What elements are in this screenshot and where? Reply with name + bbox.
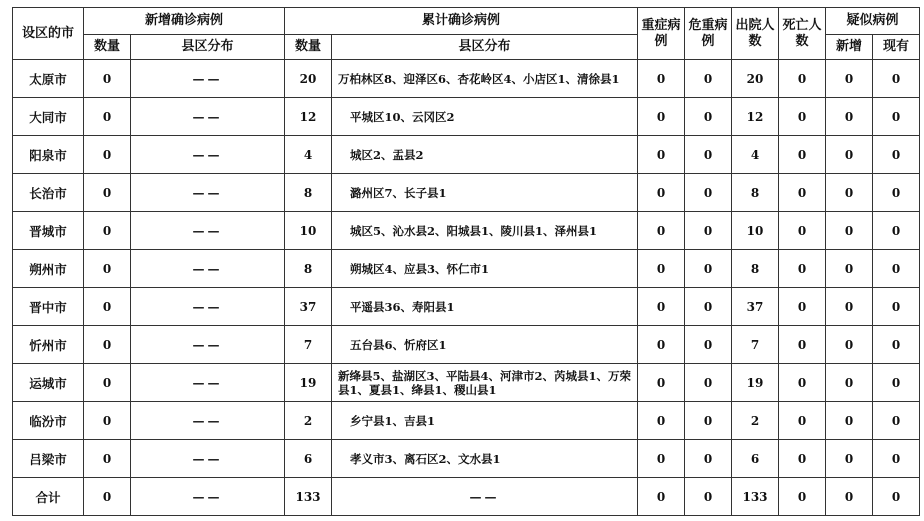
total-sus-current-cell: 0 <box>873 478 920 516</box>
discharged-cell: 4 <box>732 136 779 174</box>
city-cell: 吕梁市 <box>13 440 84 478</box>
cum-count-cell: 6 <box>285 440 332 478</box>
sus-current-cell: 0 <box>873 174 920 212</box>
cum-dist-cell: 城区5、沁水县2、阳城县1、陵川县1、泽州县1 <box>332 212 638 250</box>
severe-cell: 0 <box>638 136 685 174</box>
cum-dist-cell: 平遥县36、寿阳县1 <box>332 288 638 326</box>
new-count-cell: 0 <box>84 326 131 364</box>
city-cell: 运城市 <box>13 364 84 402</box>
new-count-cell: 0 <box>84 440 131 478</box>
header-discharged: 出院人数 <box>732 8 779 60</box>
cum-dist-cell: 五台县6、忻府区1 <box>332 326 638 364</box>
total-cum-dist-cell: —— <box>332 478 638 516</box>
severe-cell: 0 <box>638 402 685 440</box>
city-cell: 长治市 <box>13 174 84 212</box>
cum-dist-cell: 城区2、盂县2 <box>332 136 638 174</box>
cum-count-cell: 19 <box>285 364 332 402</box>
sus-current-cell: 0 <box>873 326 920 364</box>
header-sus-current: 现有 <box>873 35 920 60</box>
header-new-dist: 县区分布 <box>131 35 285 60</box>
discharged-cell: 6 <box>732 440 779 478</box>
discharged-cell: 10 <box>732 212 779 250</box>
header-suspected: 疑似病例 <box>826 8 920 35</box>
new-dist-cell: —— <box>131 326 285 364</box>
sus-new-cell: 0 <box>826 212 873 250</box>
new-count-cell: 0 <box>84 288 131 326</box>
total-severe-cell: 0 <box>638 478 685 516</box>
cum-dist-cell: 新绛县5、盐湖区3、平陆县4、河津市2、芮城县1、万荣县1、夏县1、绛县1、稷山县1 <box>332 364 638 402</box>
discharged-cell: 2 <box>732 402 779 440</box>
deaths-cell: 0 <box>779 326 826 364</box>
deaths-cell: 0 <box>779 364 826 402</box>
city-cell: 临汾市 <box>13 402 84 440</box>
new-dist-cell: —— <box>131 60 285 98</box>
cum-dist-cell: 万柏林区8、迎泽区6、杏花岭区4、小店区1、清徐县1 <box>332 60 638 98</box>
new-dist-cell: —— <box>131 440 285 478</box>
severe-cell: 0 <box>638 288 685 326</box>
sus-new-cell: 0 <box>826 60 873 98</box>
discharged-cell: 20 <box>732 60 779 98</box>
deaths-cell: 0 <box>779 136 826 174</box>
sus-new-cell: 0 <box>826 250 873 288</box>
new-count-cell: 0 <box>84 98 131 136</box>
sus-new-cell: 0 <box>826 98 873 136</box>
critical-cell: 0 <box>685 440 732 478</box>
deaths-cell: 0 <box>779 174 826 212</box>
new-dist-cell: —— <box>131 364 285 402</box>
covid-cases-table <box>12 7 920 516</box>
critical-cell: 0 <box>685 60 732 98</box>
header-new-count: 数量 <box>84 35 131 60</box>
header-cum-dist: 县区分布 <box>332 35 638 60</box>
new-count-cell: 0 <box>84 364 131 402</box>
cum-dist-cell: 潞州区7、长子县1 <box>332 174 638 212</box>
cum-count-cell: 20 <box>285 60 332 98</box>
new-dist-cell: —— <box>131 212 285 250</box>
table-row <box>13 364 920 402</box>
cum-dist-cell: 孝义市3、离石区2、文水县1 <box>332 440 638 478</box>
new-count-cell: 0 <box>84 60 131 98</box>
critical-cell: 0 <box>685 98 732 136</box>
severe-cell: 0 <box>638 440 685 478</box>
critical-cell: 0 <box>685 402 732 440</box>
city-cell: 阳泉市 <box>13 136 84 174</box>
table-row <box>13 212 920 250</box>
table-row <box>13 174 920 212</box>
sus-current-cell: 0 <box>873 136 920 174</box>
table-row <box>13 440 920 478</box>
severe-cell: 0 <box>638 212 685 250</box>
city-cell: 忻州市 <box>13 326 84 364</box>
new-dist-cell: —— <box>131 174 285 212</box>
new-count-cell: 0 <box>84 250 131 288</box>
sus-current-cell: 0 <box>873 212 920 250</box>
sus-new-cell: 0 <box>826 174 873 212</box>
header-row-1 <box>13 8 920 35</box>
sus-new-cell: 0 <box>826 440 873 478</box>
new-count-cell: 0 <box>84 212 131 250</box>
table-row <box>13 288 920 326</box>
header-sus-new: 新增 <box>826 35 873 60</box>
total-critical-cell: 0 <box>685 478 732 516</box>
header-new-confirmed: 新增确诊病例 <box>84 8 285 35</box>
new-dist-cell: —— <box>131 136 285 174</box>
new-count-cell: 0 <box>84 402 131 440</box>
sus-current-cell: 0 <box>873 98 920 136</box>
critical-cell: 0 <box>685 136 732 174</box>
total-new-count-cell: 0 <box>84 478 131 516</box>
critical-cell: 0 <box>685 364 732 402</box>
total-cum-count-cell: 133 <box>285 478 332 516</box>
critical-cell: 0 <box>685 250 732 288</box>
discharged-cell: 7 <box>732 326 779 364</box>
severe-cell: 0 <box>638 98 685 136</box>
header-cum-confirmed: 累计确诊病例 <box>285 8 638 35</box>
deaths-cell: 0 <box>779 98 826 136</box>
discharged-cell: 37 <box>732 288 779 326</box>
severe-cell: 0 <box>638 60 685 98</box>
discharged-cell: 19 <box>732 364 779 402</box>
new-dist-cell: —— <box>131 288 285 326</box>
cum-count-cell: 8 <box>285 250 332 288</box>
severe-cell: 0 <box>638 250 685 288</box>
severe-cell: 0 <box>638 364 685 402</box>
cum-count-cell: 10 <box>285 212 332 250</box>
sus-new-cell: 0 <box>826 364 873 402</box>
table-row <box>13 402 920 440</box>
sus-new-cell: 0 <box>826 136 873 174</box>
city-cell: 晋城市 <box>13 212 84 250</box>
total-deaths-cell: 0 <box>779 478 826 516</box>
cum-dist-cell: 平城区10、云冈区2 <box>332 98 638 136</box>
cum-count-cell: 2 <box>285 402 332 440</box>
severe-cell: 0 <box>638 326 685 364</box>
discharged-cell: 8 <box>732 174 779 212</box>
sus-current-cell: 0 <box>873 402 920 440</box>
table-row <box>13 98 920 136</box>
severe-cell: 0 <box>638 174 685 212</box>
sus-new-cell: 0 <box>826 402 873 440</box>
critical-cell: 0 <box>685 326 732 364</box>
cum-count-cell: 8 <box>285 174 332 212</box>
cum-count-cell: 12 <box>285 98 332 136</box>
sus-new-cell: 0 <box>826 326 873 364</box>
table-row <box>13 250 920 288</box>
city-cell: 朔州市 <box>13 250 84 288</box>
critical-cell: 0 <box>685 288 732 326</box>
total-row <box>13 478 920 516</box>
table-row <box>13 326 920 364</box>
total-new-dist-cell: —— <box>131 478 285 516</box>
header-severe: 重症病例 <box>638 8 685 60</box>
sus-current-cell: 0 <box>873 60 920 98</box>
cum-dist-cell: 乡宁县1、吉县1 <box>332 402 638 440</box>
header-city: 设区的市 <box>13 8 84 60</box>
sus-current-cell: 0 <box>873 288 920 326</box>
deaths-cell: 0 <box>779 288 826 326</box>
city-cell: 晋中市 <box>13 288 84 326</box>
critical-cell: 0 <box>685 174 732 212</box>
new-dist-cell: —— <box>131 250 285 288</box>
city-cell: 大同市 <box>13 98 84 136</box>
total-sus-new-cell: 0 <box>826 478 873 516</box>
sus-current-cell: 0 <box>873 364 920 402</box>
deaths-cell: 0 <box>779 212 826 250</box>
header-cum-count: 数量 <box>285 35 332 60</box>
new-dist-cell: —— <box>131 98 285 136</box>
total-discharged-cell: 133 <box>732 478 779 516</box>
header-deaths: 死亡人数 <box>779 8 826 60</box>
cum-count-cell: 7 <box>285 326 332 364</box>
deaths-cell: 0 <box>779 250 826 288</box>
critical-cell: 0 <box>685 212 732 250</box>
total-label-cell: 合计 <box>13 478 84 516</box>
sus-new-cell: 0 <box>826 288 873 326</box>
new-count-cell: 0 <box>84 136 131 174</box>
discharged-cell: 12 <box>732 98 779 136</box>
sus-current-cell: 0 <box>873 440 920 478</box>
table-row <box>13 60 920 98</box>
deaths-cell: 0 <box>779 402 826 440</box>
new-dist-cell: —— <box>131 402 285 440</box>
sus-current-cell: 0 <box>873 250 920 288</box>
cum-count-cell: 37 <box>285 288 332 326</box>
deaths-cell: 0 <box>779 60 826 98</box>
city-cell: 太原市 <box>13 60 84 98</box>
table-row <box>13 136 920 174</box>
header-critical: 危重病例 <box>685 8 732 60</box>
discharged-cell: 8 <box>732 250 779 288</box>
cum-dist-cell: 朔城区4、应县3、怀仁市1 <box>332 250 638 288</box>
deaths-cell: 0 <box>779 440 826 478</box>
new-count-cell: 0 <box>84 174 131 212</box>
cum-count-cell: 4 <box>285 136 332 174</box>
